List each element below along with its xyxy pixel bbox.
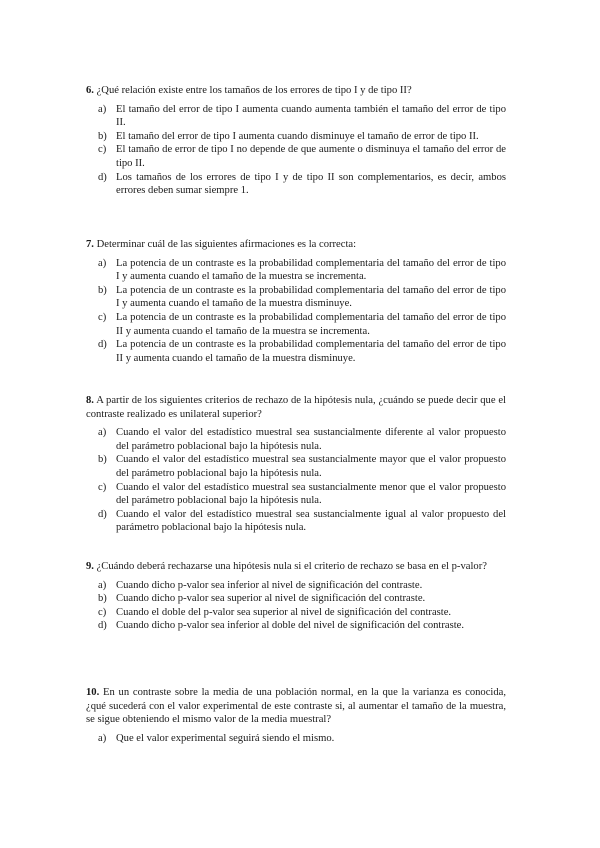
option-text: La potencia de un contraste es la probabilidad complementaria del tamaño del error de tipo I y aumenta cuando el tamaño de la muestra se incrementa. bbox=[116, 257, 506, 283]
question-number: 10. bbox=[86, 687, 100, 698]
option-b bbox=[86, 284, 506, 311]
option-text: Los tamaños de los errores de tipo I y de tipo II son complementarios, es decir, ambos errores deben sumar siempre 1. bbox=[116, 171, 506, 197]
option-letter: a) bbox=[98, 579, 107, 591]
option-d bbox=[86, 171, 506, 198]
option-text: Cuando dicho p-valor sea inferior al nivel de significación del contraste. bbox=[116, 579, 423, 591]
option-text: La potencia de un contraste es la probabilidad complementaria del tamaño del error de tipo II y aumenta cuando el tamaño de la muestra se incrementa. bbox=[116, 311, 506, 337]
option-letter: b) bbox=[98, 284, 107, 296]
option-letter: c) bbox=[98, 606, 107, 618]
question-text bbox=[86, 394, 506, 421]
question-body: Determinar cuál de las siguientes afirmaciones es la correcta: bbox=[96, 239, 357, 250]
option-letter: a) bbox=[98, 732, 107, 744]
option-letter: a) bbox=[98, 103, 107, 115]
question-body: En un contraste sobre la media de una población normal, en la que la varianza es conocida, ¿qué sucederá con el valor experimental de este contraste si, al aumentar el tamaño de la muestra, se sigue obteniendo el mismo valor de la media muestral? bbox=[86, 687, 507, 726]
option-letter: d) bbox=[98, 171, 107, 183]
question-text bbox=[86, 238, 506, 252]
option-letter: d) bbox=[98, 620, 107, 632]
question-text bbox=[86, 84, 506, 98]
option-letter: d) bbox=[98, 508, 107, 520]
option-text: Cuando dicho p-valor sea superior al nivel de significación del contraste. bbox=[116, 593, 426, 605]
option-c bbox=[86, 311, 506, 338]
question-number: 6. bbox=[86, 85, 94, 96]
option-list bbox=[86, 426, 506, 535]
option-letter: d) bbox=[98, 339, 107, 351]
question-text bbox=[86, 686, 506, 727]
option-d bbox=[86, 338, 506, 365]
question-body: ¿Qué relación existe entre los tamaños de los errores de tipo I y de tipo II? bbox=[96, 85, 412, 96]
option-list bbox=[86, 579, 506, 633]
option-list bbox=[86, 732, 506, 746]
option-letter: c) bbox=[98, 481, 107, 493]
question-6 bbox=[86, 84, 506, 198]
question-body: ¿Cuándo deberá rechazarse una hipótesis nula si el criterio de rechazo se basa en el p-valor? bbox=[96, 561, 487, 572]
option-text: Cuando el valor del estadístico muestral sea sustancialmente menor que el valor propuesto del parámetro poblacional bajo la hipótesis nula. bbox=[116, 481, 506, 507]
question-number: 9. bbox=[86, 561, 94, 572]
option-text: Cuando el valor del estadístico muestral sea sustancialmente mayor que el valor propuesto del parámetro poblacional bajo la hipótesis nula. bbox=[116, 454, 506, 479]
option-text: Cuando dicho p-valor sea inferior al doble del nivel de significación del contraste. bbox=[116, 620, 465, 632]
option-c bbox=[86, 481, 506, 508]
option-text: Cuando el doble del p-valor sea superior al nivel de significación del contraste. bbox=[116, 606, 452, 618]
option-letter: c) bbox=[98, 144, 107, 156]
option-letter: a) bbox=[98, 257, 107, 269]
question-9 bbox=[86, 560, 506, 633]
option-a bbox=[86, 579, 506, 593]
question-body: A partir de los siguientes criterios de rechazo de la hipótesis nula, ¿cuándo se puede decir que el contraste realizado es unilateral superior? bbox=[86, 395, 506, 420]
option-letter: b) bbox=[98, 454, 107, 466]
option-b bbox=[86, 592, 506, 606]
option-d bbox=[86, 508, 506, 535]
option-b bbox=[86, 130, 506, 144]
question-10 bbox=[86, 686, 506, 745]
option-text: Cuando el valor del estadístico muestral sea sustancialmente diferente al valor propuesto del parámetro poblacional bajo la hipótesis nula. bbox=[116, 427, 506, 452]
option-letter: b) bbox=[98, 130, 107, 142]
option-a bbox=[86, 426, 506, 453]
option-a bbox=[86, 257, 506, 284]
option-list bbox=[86, 257, 506, 366]
option-text: Cuando el valor del estadístico muestral sea sustancialmente igual al valor propuesto del parámetro poblacional bajo la hipótesis nula. bbox=[116, 508, 506, 534]
question-8 bbox=[86, 394, 506, 535]
option-d bbox=[86, 619, 506, 633]
option-text: El tamaño del error de tipo I aumenta cuando aumenta también el tamaño del error de tipo II. bbox=[116, 103, 506, 129]
option-text: El tamaño del error de tipo I aumenta cuando disminuye el tamaño de error de tipo II. bbox=[116, 130, 479, 142]
option-c bbox=[86, 606, 506, 620]
question-number: 8. bbox=[86, 395, 94, 406]
option-letter: b) bbox=[98, 593, 107, 605]
option-text: Que el valor experimental seguirá siendo el mismo. bbox=[116, 732, 335, 744]
option-c bbox=[86, 143, 506, 170]
question-number: 7. bbox=[86, 239, 94, 250]
option-text: La potencia de un contraste es la probabilidad complementaria del tamaño del error de tipo I y aumenta cuando el tamaño de la muestra disminuye. bbox=[116, 284, 506, 310]
option-text: El tamaño de error de tipo I no depende de que aumente o disminuya el tamaño del error de tipo II. bbox=[116, 144, 506, 169]
option-a bbox=[86, 732, 506, 746]
option-b bbox=[86, 453, 506, 480]
option-a bbox=[86, 103, 506, 130]
option-list bbox=[86, 103, 506, 198]
question-text bbox=[86, 560, 506, 574]
option-text: La potencia de un contraste es la probabilidad complementaria del tamaño del error de tipo II y aumenta cuando el tamaño de la muestra disminuye. bbox=[116, 339, 506, 364]
option-letter: c) bbox=[98, 311, 107, 323]
option-letter: a) bbox=[98, 427, 107, 439]
question-7 bbox=[86, 238, 506, 365]
